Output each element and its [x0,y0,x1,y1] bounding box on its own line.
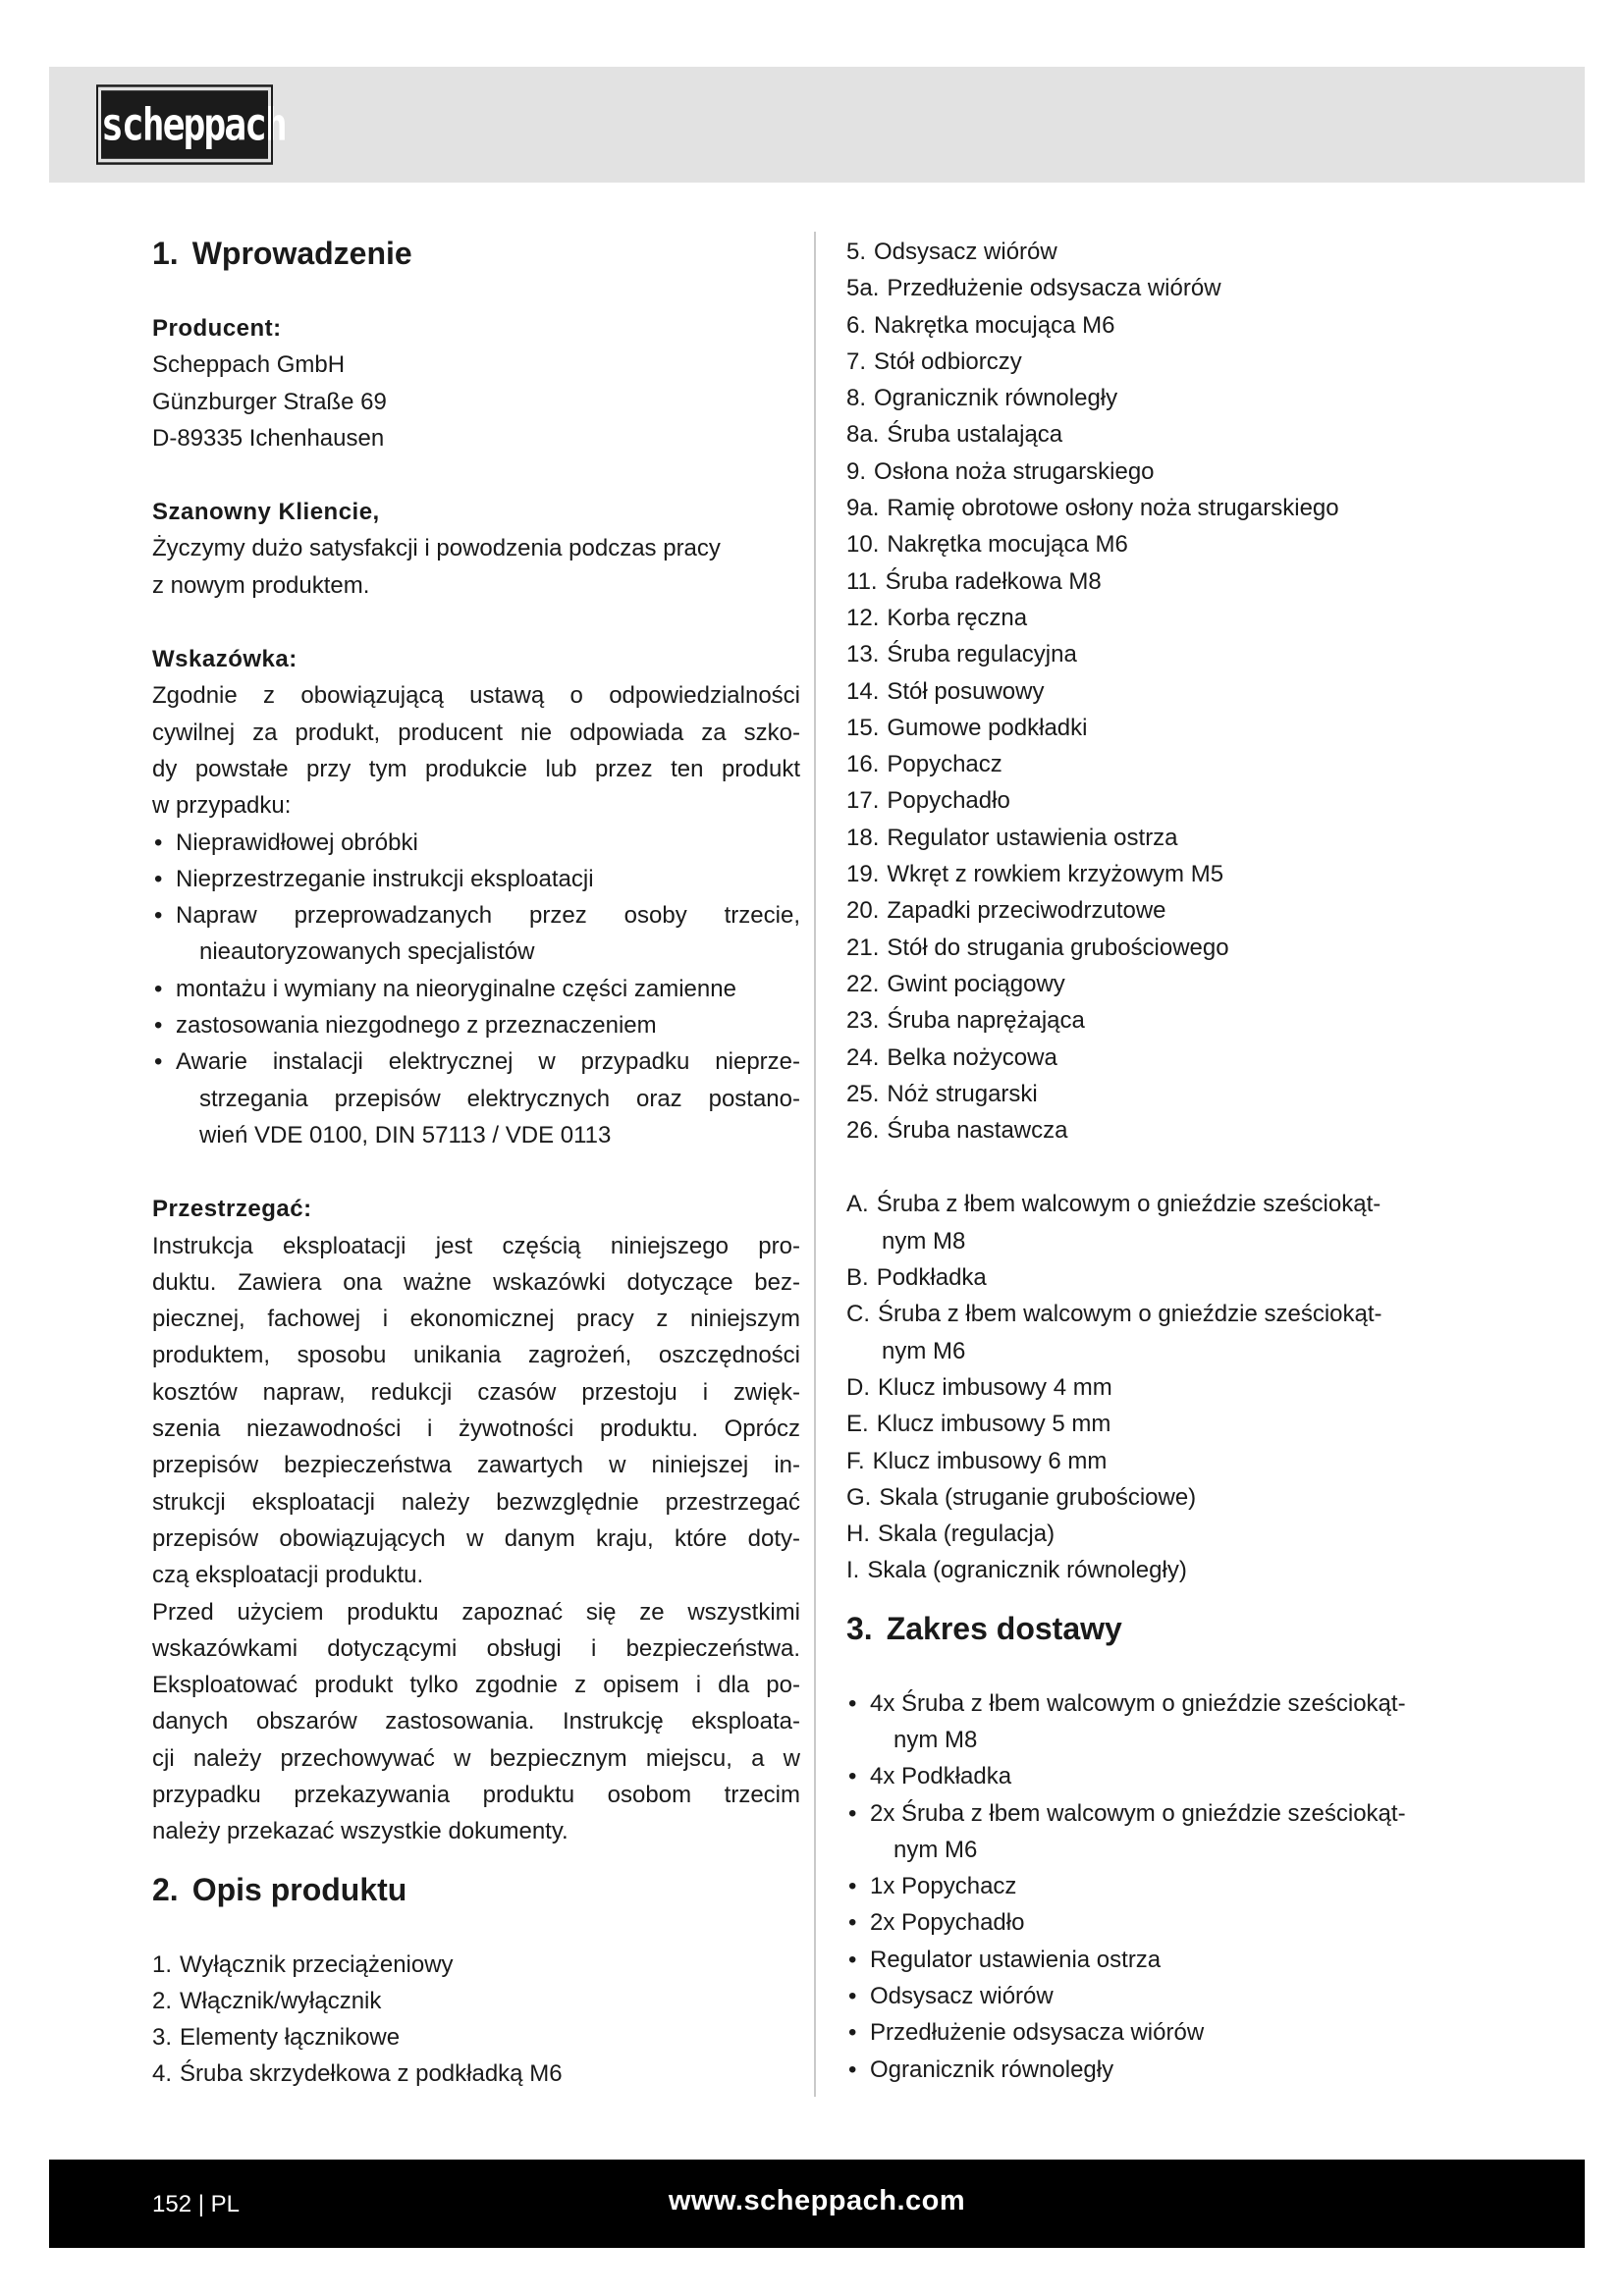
observe-line: należy przekazać wszystkie dokumenty. [152,1818,568,1845]
item-number: 8. [846,385,867,412]
item-letter: I. [846,1557,860,1584]
list-item [846,1040,1514,1076]
list-item [846,930,1514,966]
list-item [846,380,1514,416]
item-letter: G. [846,1483,872,1511]
customer-title: Szanowny Kliencie, [152,499,380,526]
list-item [846,966,1514,1002]
item-text: Skala (regulacja) [878,1521,1056,1548]
bullet-text: wień VDE 0100, DIN 57113 / VDE 0113 [199,1121,612,1148]
list-item [846,563,1514,600]
observe-line: przepisów obowiązujących w danym kraju, które doty- [152,1524,800,1552]
list-item [152,1043,800,1153]
list-item [846,1868,1514,1904]
item-number: 18. [846,824,880,851]
list-item [846,600,1514,636]
item-number: 26. [846,1117,880,1145]
manufacturer-line: Scheppach GmbH [152,351,346,379]
item-text-continued: nym M6 [893,1836,978,1863]
observe-line: danych obszarów zastosowania. Instrukcję eksploata- [152,1708,800,1735]
heading-number: 2. [152,1871,179,1907]
item-text: Gumowe podkładki [887,714,1088,741]
item-text: Belka nożycowa [887,1043,1057,1071]
note-bullets [152,825,800,1154]
item-text: Stół odbiorczy [874,347,1022,375]
item-text: Osłona noża strugarskiego [874,457,1155,485]
observe-line: Instrukcja eksploatacji jest częścią niniejszego pro- [152,1232,800,1259]
list-item [152,825,800,861]
item-text: Klucz imbusowy 6 mm [872,1447,1108,1474]
header-band [49,67,1585,183]
list-item [846,526,1514,562]
list-item [152,861,800,897]
item-number: 9. [846,457,867,485]
section-heading-product-description [152,1870,800,1909]
item-text: Nakrętka mocująca M6 [887,531,1128,559]
item-letter: F. [846,1447,865,1474]
item-text: Śruba z łbem walcowym o gnieździe sześciokąt- [876,1191,1381,1218]
item-number: 20. [846,897,880,925]
list-item [846,2052,1514,2088]
item-number: 21. [846,934,880,961]
bullet-text: • Nieprawidłowej obróbki [176,828,418,856]
item-letter: C. [846,1301,870,1328]
item-text: Podkładka [876,1264,987,1292]
list-item [846,1186,1514,1259]
item-text: Klucz imbusowy 4 mm [878,1373,1112,1401]
heading-number: 3. [846,1610,873,1646]
observe-line: przypadku przekazywania produktu osobom trzecim [152,1781,800,1808]
item-text-continued: nym M8 [893,1726,978,1753]
list-item [152,2019,800,2056]
item-text: Włącznik/wyłącznik [180,1987,382,2014]
list-item [846,1685,1514,1759]
list-item [152,897,800,971]
observe-line: duktu. Zawiera ona ważne wskazówki dotyczące bez- [152,1268,800,1296]
observe-line: strukcji eksploatacji należy bezwzględnie przestrzegać [152,1488,800,1516]
item-text: Wyłącznik przeciążeniowy [180,1950,454,1978]
item-number: 5. [846,239,867,265]
item-text: • Regulator ustawienia ostrza [870,1946,1162,1973]
bullet-text: nieautoryzowanych specjalistów [199,938,535,966]
item-text: Przedłużenie odsysacza wiórów [887,275,1221,302]
list-item [846,1369,1514,1406]
list-item [846,270,1514,306]
item-number: 25. [846,1080,880,1107]
list-item [846,1076,1514,1112]
list-item [846,307,1514,344]
list-item [846,636,1514,672]
item-text: Korba ręczna [887,604,1028,631]
item-text-continued: nym M6 [882,1337,966,1364]
list-item [846,1479,1514,1516]
list-item [152,1947,800,1983]
item-text: Ogranicznik równoległy [874,385,1118,412]
item-number: 9a. [846,495,880,522]
list-item [152,1007,800,1043]
list-item [846,892,1514,929]
item-number: 19. [846,861,880,888]
item-number: 17. [846,787,880,815]
item-number: 11. [846,567,878,595]
bullet-text: • Napraw przeprowadzanych przez osoby trzecie, [176,902,800,930]
list-item [846,1904,1514,1941]
item-text: Stół posuwowy [887,677,1045,705]
item-text: Śruba radełkowa M8 [885,567,1102,595]
bullet-text: strzegania przepisów elektrycznych oraz postano- [199,1085,800,1112]
item-text: Śruba regulacyjna [887,641,1077,668]
observe-line: kosztów napraw, redukcji czasów przestoju i zwięk- [152,1378,800,1406]
footer-band [49,2160,1585,2248]
item-text: • 2x Śruba z łbem walcowym o gnieździe sześciokąt- [870,1799,1406,1827]
list-item [846,782,1514,819]
brand-logo: scheppach [98,87,271,163]
list-item [846,1002,1514,1039]
item-text: Popychacz [887,751,1002,778]
list-item [846,673,1514,710]
item-number: 13. [846,641,880,668]
item-number: 24. [846,1043,880,1071]
observe-line: Przed użyciem produktu zapoznać się ze wszystkimi [152,1598,800,1626]
list-item [152,971,800,1007]
bullet-text: • montażu i wymiany na nieoryginalne części zamienne [176,975,736,1002]
list-item [152,1983,800,2019]
item-text: • 4x Podkładka [870,1763,1012,1790]
heading-title: Wprowadzenie [191,236,412,271]
observe-line: wskazówkami dotyczącymi obsługi i bezpieczeństwa. [152,1634,800,1662]
list-item [846,1296,1514,1369]
heading-title: Zakres dostawy [886,1610,1122,1646]
observe-line: cji należy przechowywać w bezpiecznym miejscu, a w [152,1744,800,1772]
note-line: Zgodnie z obowiązującą ustawą o odpowiedzialności [152,682,800,710]
note-line: cywilnej za produkt, producent nie odpowiada za szko- [152,719,800,746]
page-number: 152 | PL [152,2191,240,2217]
list-item [846,1758,1514,1794]
item-number: 7. [846,347,867,375]
observe-line: Eksploatować produkt tylko zgodnie z opisem i dla po- [152,1672,800,1699]
item-number: 3. [152,2024,173,2052]
item-text: Śruba nastawcza [887,1117,1068,1145]
note-line: w przypadku: [152,792,292,820]
item-text: Wkręt z rowkiem krzyżowym M5 [887,861,1224,888]
customer-line: Życzymy dużo satysfakcji i powodzenia podczas pracy [152,535,721,562]
item-text: Klucz imbusowy 5 mm [876,1411,1111,1438]
list-item [846,2014,1514,2051]
item-text: • Przedłużenie odsysacza wiórów [870,2019,1205,2047]
item-number: 5a. [846,275,880,302]
item-text: Ramię obrotowe osłony noża strugarskiego [887,495,1339,522]
item-letter: D. [846,1373,870,1401]
item-text: Elementy łącznikowe [180,2024,401,2052]
item-text: Śruba z łbem walcowym o gnieździe sześciokąt- [878,1301,1382,1328]
item-number: 2. [152,1987,173,2014]
item-text: Śruba naprężająca [887,1007,1085,1035]
item-letter: A. [846,1191,869,1218]
heading-title: Opis produktu [191,1871,407,1907]
item-text: • Odsysacz wiórów [870,1983,1054,2010]
item-text: Nakrętka mocująca M6 [874,311,1115,339]
item-text-continued: nym M8 [882,1227,966,1255]
section-heading-introduction [152,234,800,273]
heading-number: 1. [152,236,179,271]
item-text: Skala (struganie grubościowe) [879,1483,1197,1511]
observe-line: przepisów bezpieczeństwa zawartych w niniejszej in- [152,1452,800,1479]
list-item [846,820,1514,856]
manufacturer-line: D-89335 Ichenhausen [152,424,385,452]
item-number: 12. [846,604,880,631]
observe-line: produktem, sposobu unikania zagrożeń, oszczędności [152,1342,800,1369]
section-heading-scope-of-delivery [846,1609,1514,1648]
item-number: 16. [846,751,880,778]
item-text: Nóż strugarski [887,1080,1038,1107]
customer-block [152,494,800,604]
item-number: 6. [846,311,867,339]
list-item [152,2056,800,2092]
item-letter: B. [846,1264,869,1292]
item-text: • 1x Popychacz [870,1873,1017,1900]
delivery-list [846,1685,1514,2088]
manufacturer-block [152,310,800,456]
item-number: 15. [846,714,880,741]
observe-line: szenia niezawodności i żywotności produktu. Oprócz [152,1415,800,1443]
item-text: Odsysacz wiórów [874,239,1057,265]
item-number: 1. [152,1950,173,1978]
item-text: Śruba ustalająca [887,421,1063,449]
item-text: Skala (ogranicznik równoległy) [867,1557,1187,1584]
list-item [846,344,1514,380]
bullet-text: • Nieprzestrzeganie instrukcji eksploatacji [176,865,594,892]
list-item [846,1552,1514,1588]
accessories-list [846,1186,1514,1588]
item-number: 14. [846,677,880,705]
list-item [846,454,1514,490]
parts-list [846,234,1514,1148]
item-number: 23. [846,1007,880,1035]
observe-line: piecznej, fachowej i ekonomicznej pracy z niniejszym [152,1306,800,1333]
item-number: 8a. [846,421,880,449]
note-title: Wskazówka: [152,646,298,673]
list-item [846,490,1514,526]
list-item [846,856,1514,892]
item-text: • 4x Śruba z łbem walcowym o gnieździe sześciokąt- [870,1689,1406,1717]
list-item [846,416,1514,453]
note-line: dy powstałe przy tym produkcie lub przez ten produkt [152,755,800,782]
item-letter: E. [846,1411,869,1438]
website-link[interactable]: www.scheppach.com [668,2185,966,2216]
list-item [846,1978,1514,2014]
list-item [846,234,1514,270]
item-text: • Ogranicznik równoległy [870,2056,1114,2083]
item-number: 4. [152,2060,173,2088]
list-item [846,1795,1514,1869]
item-text: Popychadło [887,787,1010,815]
observe-block [152,1191,800,1849]
list-item [846,1443,1514,1479]
manufacturer-line: Günzburger Straße 69 [152,388,387,415]
item-text: Regulator ustawienia ostrza [887,824,1178,851]
column-divider [814,232,816,2097]
item-text: • 2x Popychadło [870,1909,1025,1937]
note-block [152,641,800,1153]
list-item [846,710,1514,746]
customer-line: z nowym produktem. [152,571,370,599]
item-letter: H. [846,1521,870,1548]
right-column [846,234,1514,2088]
list-item [846,1112,1514,1148]
left-column [152,234,800,2093]
item-number: 10. [846,531,880,559]
item-text: Zapadki przeciwodrzutowe [887,897,1166,925]
item-number: 22. [846,970,880,997]
item-text: Stół do strugania grubościowego [887,934,1229,961]
observe-title: Przestrzegać: [152,1196,312,1223]
item-text: Śruba skrzydełkowa z podkładką M6 [180,2060,563,2088]
list-item [846,1516,1514,1552]
observe-line: czą eksploatacji produktu. [152,1562,424,1589]
bullet-text: • Awarie instalacji elektrycznej w przypadku nieprze- [176,1048,800,1076]
manufacturer-title: Producent: [152,315,282,342]
list-item [846,746,1514,782]
list-item [846,1406,1514,1442]
bullet-text: • zastosowania niezgodnego z przeznaczeniem [176,1012,657,1040]
list-item [846,1942,1514,1978]
list-item [846,1259,1514,1296]
parts-list-start [152,1947,800,2093]
item-text: Gwint pociągowy [887,970,1065,997]
